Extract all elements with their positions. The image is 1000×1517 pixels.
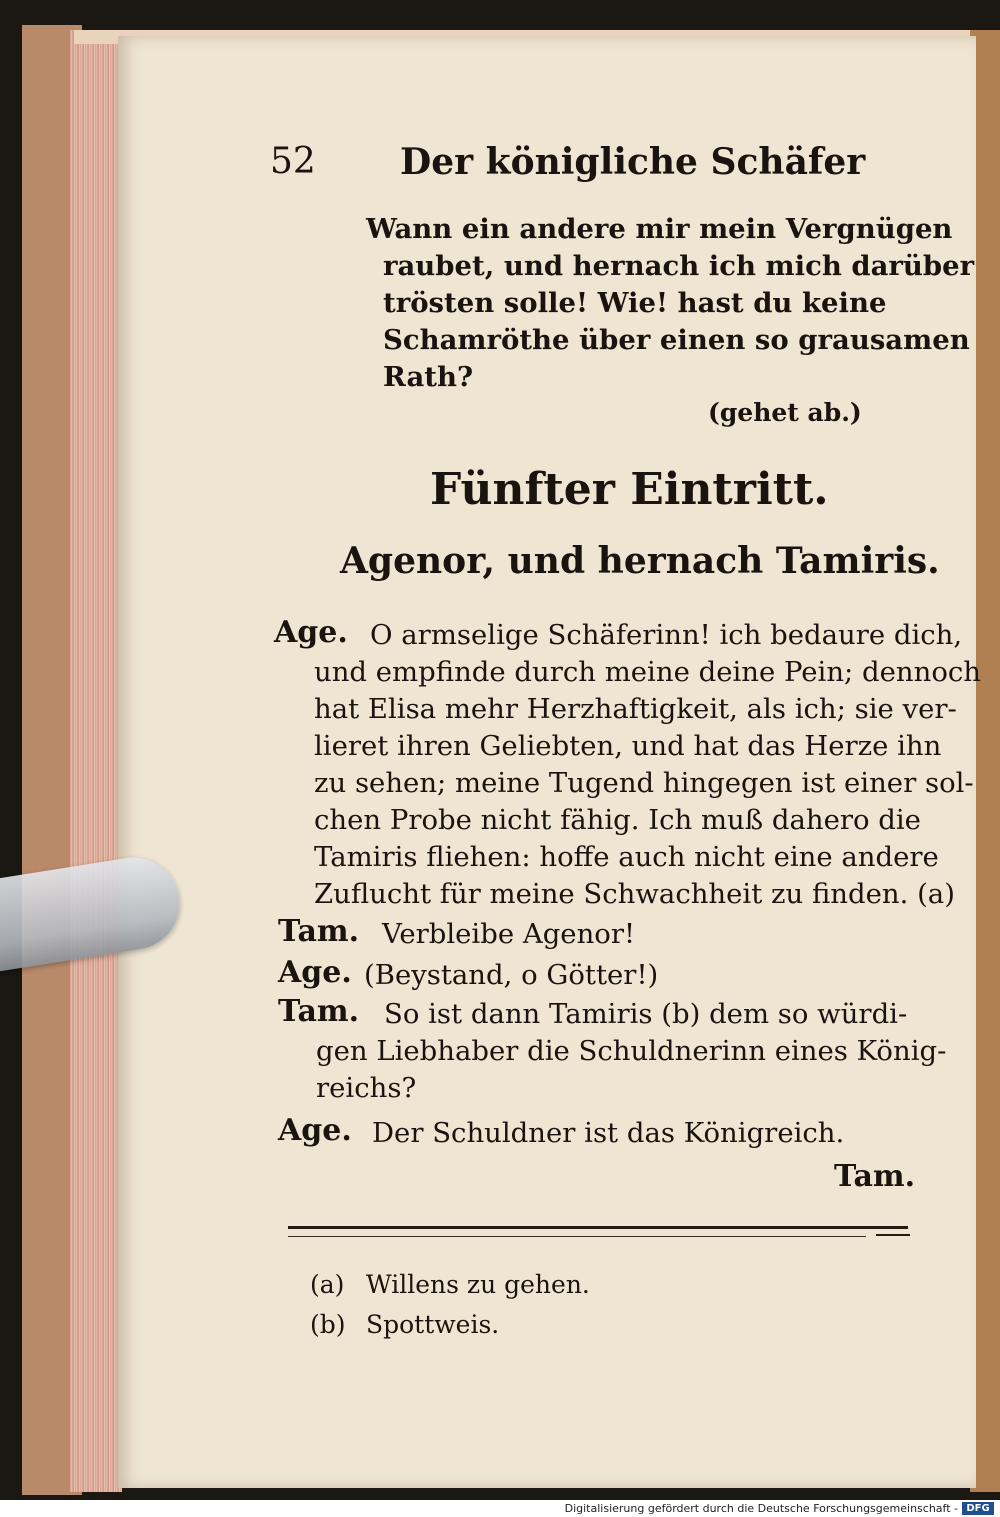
dialogue-line: So ist dann Tamiris (b) dem so würdi- bbox=[384, 998, 908, 1030]
dialogue-line: chen Probe nicht fähig. Ich muß dahero die bbox=[314, 804, 921, 836]
speech-line: Schamröthe über einen so grausamen bbox=[383, 324, 970, 356]
speech-line: trösten solle! Wie! hast du keine bbox=[383, 287, 887, 319]
speaker-label: Age. bbox=[274, 615, 348, 650]
footnote-mark: (a) bbox=[310, 1270, 345, 1299]
scene-heading: Fünfter Eintritt. bbox=[430, 464, 829, 515]
dialogue-line: Zuflucht für meine Schwachheit zu finden. (a) bbox=[314, 878, 955, 910]
dialogue-line: reichs? bbox=[316, 1072, 417, 1104]
speech-line: Wann ein andere mir mein Vergnügen bbox=[366, 213, 953, 245]
running-title: Der königliche Schäfer bbox=[400, 141, 866, 183]
dialogue-line: O armselige Schäferinn! ich bedaure dich, bbox=[370, 619, 963, 651]
dialogue-line: Verbleibe Agenor! bbox=[382, 918, 636, 950]
speech-line: Rath? bbox=[383, 361, 474, 393]
footnote-mark: (b) bbox=[310, 1310, 346, 1339]
page-edges bbox=[70, 30, 122, 1492]
stage-direction: (gehet ab.) bbox=[708, 398, 862, 427]
catchword: Tam. bbox=[834, 1159, 916, 1194]
dfg-logo: DFG bbox=[962, 1502, 994, 1515]
speaker-label: Age. bbox=[278, 955, 352, 990]
footer-credit: Digitalisierung gefördert durch die Deutsche Forschungsgemeinschaft - bbox=[564, 1502, 958, 1515]
speaker-label: Age. bbox=[278, 1113, 352, 1148]
dialogue-line: hat Elisa mehr Herzhaftigkeit, als ich; sie ver- bbox=[314, 693, 957, 725]
dialogue-line: und empfinde durch meine deine Pein; dennoch bbox=[314, 656, 982, 688]
dialogue-line: lieret ihren Geliebten, und hat das Herze ihn bbox=[314, 730, 942, 762]
dialogue-line: Tamiris fliehen: hoffe auch nicht eine andere bbox=[314, 841, 939, 873]
dialogue-line: (Beystand, o Götter!) bbox=[364, 959, 659, 991]
dialogue-line: gen Liebhaber die Schuldnerinn eines König- bbox=[316, 1035, 947, 1067]
footnote-text: Spottweis. bbox=[366, 1310, 500, 1339]
speaker-label: Tam. bbox=[278, 994, 360, 1029]
speech-line: raubet, und hernach ich mich darüber bbox=[383, 250, 975, 282]
characters-heading: Agenor, und hernach Tamiris. bbox=[340, 540, 940, 582]
dialogue-line: Der Schuldner ist das Königreich. bbox=[372, 1117, 845, 1149]
dialogue-line: zu sehen; meine Tugend hingegen ist einer sol- bbox=[314, 767, 974, 799]
footnote-rule bbox=[288, 1226, 908, 1229]
footnote-rule-end bbox=[876, 1234, 910, 1236]
footnote-text: Willens zu gehen. bbox=[366, 1270, 590, 1299]
speaker-label: Tam. bbox=[278, 914, 360, 949]
page-number: 52 bbox=[270, 141, 316, 182]
footnote-rule-thin bbox=[288, 1236, 866, 1237]
